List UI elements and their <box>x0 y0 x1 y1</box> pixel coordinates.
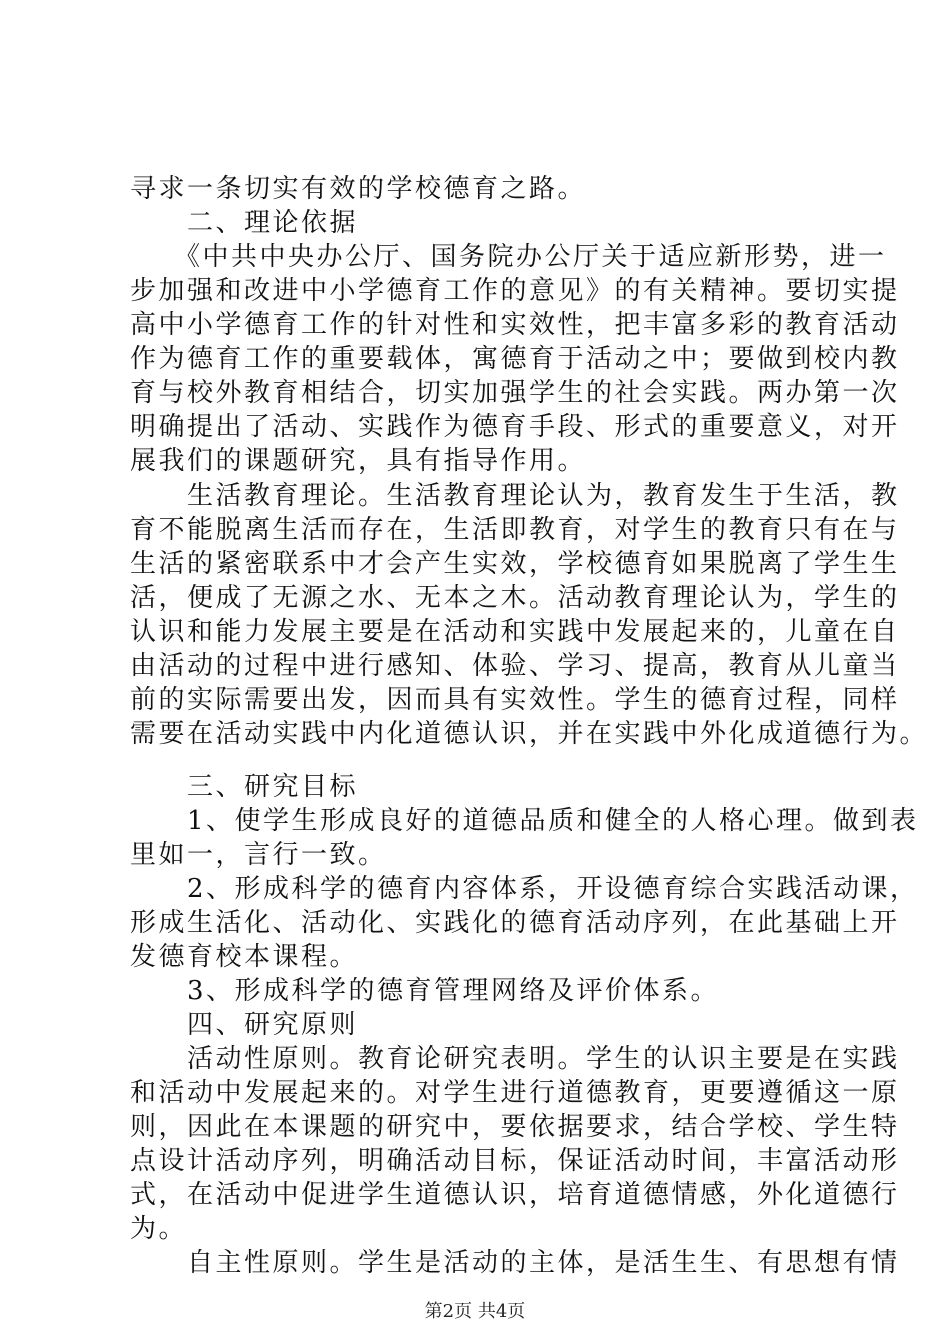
text-line: 生活的紧密联系中才会产生实效，学校德育如果脱离了学生生 <box>130 549 900 579</box>
text-line: 生活教育理论。生活教育理论认为，教育发生于生活，教 <box>130 481 900 511</box>
text-line: 3、形成科学的德育管理网络及评价体系。 <box>130 976 720 1006</box>
text-line: 里如一，言行一致。 <box>130 840 387 870</box>
page-number: 第2页 共4页 <box>424 1301 526 1322</box>
text-line: 育与校外教育相结合，切实加强学生的社会实践。两办第一次 <box>130 378 900 408</box>
text-line: 自主性原则。学生是活动的主体，是活生生、有思想有情 <box>130 1248 900 1278</box>
text-line: 需要在活动实践中内化道德认识，并在实践中外化成道德行为。 <box>130 719 929 749</box>
section-heading: 二、理论依据 <box>130 208 359 238</box>
text-line: 点设计活动序列，明确活动目标，保证活动时间，丰富活动形 <box>130 1146 900 1176</box>
text-line: 《中共中央办公厅、国务院办公厅关于适应新形势，进一 <box>130 242 887 272</box>
text-line: 展我们的课题研究，具有指导作用。 <box>130 446 587 476</box>
text-line: 步加强和改进中小学德育工作的意见》的有关精神。要切实提 <box>130 276 900 306</box>
text-line: 高中小学德育工作的针对性和实效性，把丰富多彩的教育活动 <box>130 310 900 340</box>
text-line: 由活动的过程中进行感知、体验、学习、提高，教育从儿童当 <box>130 651 900 681</box>
text-line: 则，因此在本课题的研究中，要依据要求，结合学校、学生特 <box>130 1112 900 1142</box>
text-line: 发德育校本课程。 <box>130 942 359 972</box>
text-line: 育不能脱离生活而存在，生活即教育，对学生的教育只有在与 <box>130 515 900 545</box>
text-line: 活动性原则。教育论研究表明。学生的认识主要是在实践 <box>130 1044 900 1074</box>
text-line: 寻求一条切实有效的学校德育之路。 <box>130 174 587 204</box>
section-heading: 三、研究目标 <box>130 772 359 802</box>
text-line: 1、使学生形成良好的道德品质和健全的人格心理。做到表 <box>130 806 919 836</box>
text-line: 式，在活动中促进学生道德认识，培育道德情感，外化道德行 <box>130 1180 900 1210</box>
text-line: 认识和能力发展主要是在活动和实践中发展起来的，儿童在自 <box>130 617 900 647</box>
text-line: 活，便成了无源之水、无本之木。活动教育理论认为，学生的 <box>130 583 900 613</box>
text-line: 为。 <box>130 1214 188 1244</box>
section-heading: 四、研究原则 <box>130 1010 359 1040</box>
text-line: 形成生活化、活动化、实践化的德育活动序列，在此基础上开 <box>130 908 900 938</box>
text-line: 前的实际需要出发，因而具有实效性。学生的德育过程，同样 <box>130 685 900 715</box>
text-line: 和活动中发展起来的。对学生进行道德教育，更要遵循这一原 <box>130 1078 900 1108</box>
text-line: 作为德育工作的重要载体，寓德育于活动之中；要做到校内教 <box>130 344 900 374</box>
text-line: 明确提出了活动、实践作为德育手段、形式的重要意义，对开 <box>130 412 900 442</box>
text-line: 2、形成科学的德育内容体系，开设德育综合实践活动课， <box>130 874 919 904</box>
